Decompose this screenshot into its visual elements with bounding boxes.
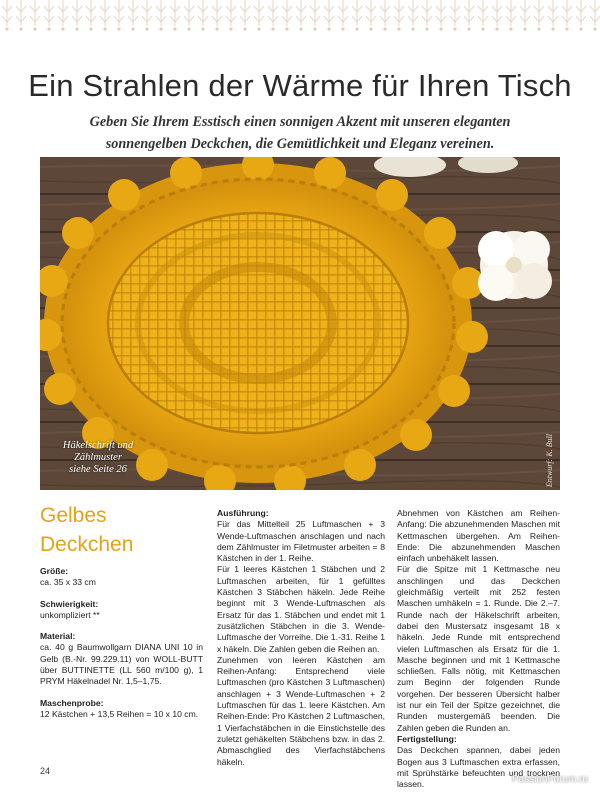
size-value: ca. 35 x 33 cm bbox=[40, 577, 96, 588]
lace-border-pattern bbox=[0, 0, 600, 34]
instructions-paragraph: Zunehmen von leeren Kästchen am Reihen-Anfang: Entsprechend viele Luftmaschen (pro Kästchen 3 Luftmaschen) anschlagen + 3 Wende-Luftmaschen + 2 Luftmaschen für das 1. leere Kästchen. Am Reihen-Ende: Pro Kästchen 2 Luftmaschen, 1 Vierfachstäbchen in die Einstichstelle des zuletzt gehäkelten Stäbchens bzw. in das 2. Abmaschglied des Vierfachstäbchens häkeln. bbox=[217, 654, 385, 767]
section-title-line: Gelbes bbox=[40, 504, 107, 527]
caption-line: siehe Seite 26 bbox=[69, 464, 127, 475]
instructions-paragraph: Abnehmen von Kästchen am Reihen-Anfang: Die abzunehmenden Maschen mit Kettmaschen übergehen. Am Reihen-Ende: Die abzunehmenden Maschen einfach unbehäkelt lassen. bbox=[397, 508, 560, 564]
gauge-label: Maschenprobe: bbox=[40, 697, 104, 708]
caption-line: Häkelschrift und bbox=[62, 440, 134, 451]
finishing-label: Fertigstellung: bbox=[397, 733, 457, 744]
material-spec bbox=[40, 631, 203, 687]
size-label: Größe: bbox=[40, 566, 69, 576]
difficulty-value: unkompliziert ** bbox=[40, 609, 100, 620]
section-title-line: Deckchen bbox=[40, 533, 134, 556]
instructions-continued-column bbox=[397, 508, 560, 790]
watermark: PassionForum.ru bbox=[511, 774, 588, 785]
instructions-column bbox=[217, 508, 385, 768]
size-spec bbox=[40, 566, 203, 589]
difficulty-label: Schwierigkeit: bbox=[40, 598, 99, 609]
white-flower bbox=[478, 231, 552, 301]
instructions-label: Ausführung: bbox=[217, 508, 269, 518]
photo-caption bbox=[44, 440, 152, 476]
caption-line: Zählmuster bbox=[74, 452, 122, 463]
material-label: Material: bbox=[40, 631, 76, 642]
instructions-paragraph: Für die Spitze mit 1 Kettmasche neu anschlingen und das Deckchen gleichmäßig verteilt mit 252 festen Maschen umhäkeln = 1. Runde. Die 2.–7. Runde nach der Häkelschrift arbeiten, dabei den Mustersatz insgesamt 18 x häkeln. Jede Runde mit entsprechend vielen Luftmaschen als Ersatz für die 1. Masche beginnen und mit 1 Kettmasche schließen. Falls nötig, mit Kettmaschen zum Beginn der folgenden Runde vorgehen. Der besseren Übersicht halber ist nur ein Teil der Spitze gezeichnet, die Runden mustergemäß beenden. Die Zahlen geben die Runden an. bbox=[397, 564, 560, 733]
photo-credit: Entwurf: K. Bull bbox=[545, 434, 554, 488]
page-number: 24 bbox=[40, 766, 51, 776]
gauge-value: 12 Kästchen + 13,5 Reihen = 10 x 10 cm. bbox=[40, 708, 199, 719]
finishing-paragraph: Das Deckchen spannen, dabei jeden Bogen aus 3 Luftmaschen extra erfassen, mit Sprühstärke befeuchten und trocknen lassen. bbox=[397, 745, 560, 790]
decorative-header-band bbox=[0, 0, 600, 34]
page-title: Ein Strahlen der Wärme für Ihren Tisch bbox=[28, 68, 572, 103]
difficulty-spec bbox=[40, 599, 203, 622]
specs-column bbox=[40, 566, 203, 730]
instructions-paragraph: Für das Mittelteil 25 Luftmaschen + 3 Wende-Luftmaschen anschlagen und nach dem Zählmuster im Filetmuster arbeiten = 8 Kästchen in der 1. Reihe. bbox=[217, 519, 385, 564]
material-value: ca. 40 g Baumwollgarn DIANA UNI 10 in Gelb (B.-Nr. 99.229.11) von WOLL-BUTT über BUTTINETTE (LL 560 m/100 g), 1 PRYM Häkelnadel Nr. 1,5–1,75. bbox=[40, 642, 203, 687]
gauge-spec bbox=[40, 698, 203, 721]
page-subtitle: Geben Sie Ihrem Esstisch einen sonnigen Akzent mit unseren eleganten sonnengelben Deckchen, die Gemütlichkeit und Eleganz vereinen. bbox=[89, 114, 511, 152]
section-title bbox=[40, 501, 200, 559]
doily-photo bbox=[40, 157, 560, 490]
instructions-paragraph: Für 1 leeres Kästchen 1 Stäbchen und 2 Luftmaschen arbeiten, für 1 gefülltes Kästchen 3 Stäbchen häkeln. Jede Reihe beginnt mit 3 Wende-Luftmaschen als Ersatz für das 1. Stäbchen und endet mit 1 zusätzlichen Stäbchen in die 3. Wende-Luftmasche der Vorreihe. Die 1.-31. Reihe 1 x häkeln. Die Zahlen geben die Reihen an. bbox=[217, 564, 385, 654]
